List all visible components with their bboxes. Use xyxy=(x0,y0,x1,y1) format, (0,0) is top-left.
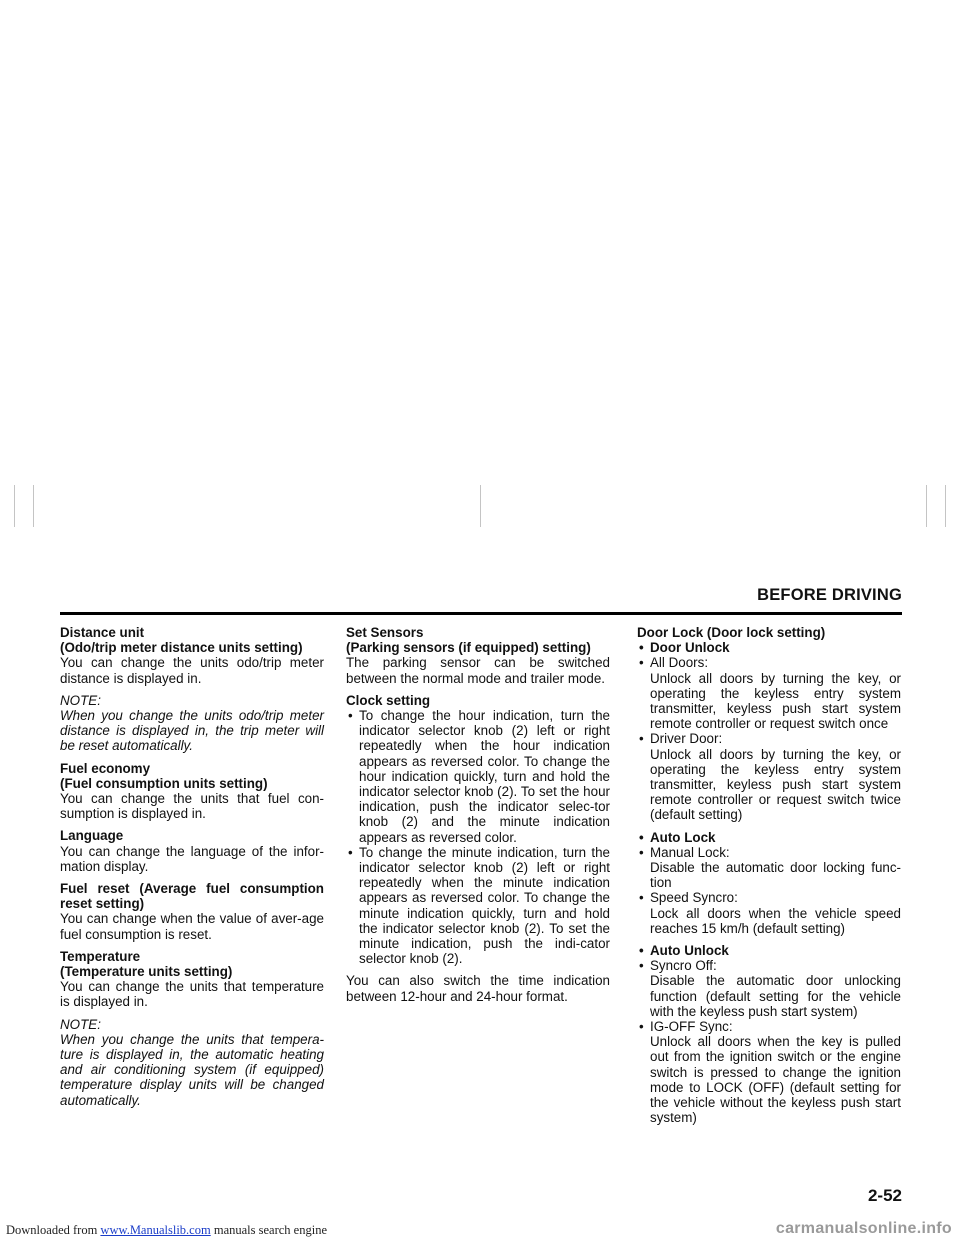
distance-text: You can change the units odo/trip meter distance is displayed in. xyxy=(60,655,324,686)
auto-unlock-heading: • Auto Unlock xyxy=(639,943,729,959)
crop-mark-right-a xyxy=(926,485,927,527)
sensors-text: The parking sensor can be switched between the normal mode and trailer mode. xyxy=(346,655,610,686)
sensors-heading: Set Sensors xyxy=(346,625,424,640)
footer-text: Downloaded from www.Manualslib.com manuals search engine xyxy=(6,1223,327,1237)
fuel-economy-text: You can change the units that fuel con-sumption is displayed in. xyxy=(60,791,324,822)
crop-mark-left-a xyxy=(14,485,15,527)
section-header xyxy=(60,586,902,615)
note-text: When you change the units that tempera-ture is displayed in, the automatic heating and air conditioning system (if equipped) temperature display units will be changed automatically. xyxy=(60,1031,324,1108)
fuel-reset-text: You can change when the value of aver-age fuel consumption is reset. xyxy=(60,911,324,942)
note-label: NOTE: xyxy=(60,692,101,708)
column-middle xyxy=(346,625,610,1004)
auto-lock-option-text: Disable the automatic door locking func-tion xyxy=(650,860,901,891)
note-label: NOTE: xyxy=(60,1016,101,1032)
auto-unlock-option-text: Unlock all doors when the key is pulled out from the ignition switch or the engine switch is pressed to change the ignition mode to LOCK (OFF) (default setting for the vehicle without the keyless push start system) xyxy=(650,1034,901,1126)
fuel-economy-heading: Fuel economy xyxy=(60,760,151,776)
bullet-icon: • xyxy=(639,1019,644,1035)
note-temperature xyxy=(60,1017,324,1108)
bullet-icon: • xyxy=(639,731,644,747)
auto-unlock-option-text: Disable the automatic door unlocking function (default setting for the vehicle with the keyless push start system) xyxy=(650,973,901,1019)
clock-format-text: You can also switch the time indication between 12-hour and 24-hour format. xyxy=(346,973,610,1004)
auto-unlock-option: • IG-OFF Sync: xyxy=(639,1019,733,1035)
fuel-economy-subheading: (Fuel consumption units setting) xyxy=(60,775,268,791)
auto-lock-heading: • Auto Lock xyxy=(639,829,716,845)
column-left xyxy=(60,625,324,1108)
temperature-subheading: (Temperature units setting) xyxy=(60,964,233,980)
manualslib-link[interactable]: www.Manualslib.com xyxy=(100,1223,211,1237)
auto-lock-option: • Manual Lock: xyxy=(639,844,730,860)
auto-lock-option-text: Lock all doors when the vehicle speed reaches 15 km/h (default setting) xyxy=(650,905,901,936)
distance-subheading: (Odo/trip meter distance units setting) xyxy=(60,640,303,656)
column-right xyxy=(637,625,901,1126)
bullet-icon: • xyxy=(639,958,644,974)
bullet-icon: • xyxy=(348,708,353,724)
clock-bullet-minute: • To change the minute indication, turn the indicator selector knob (2) left or right repeatedly when the minute indication appears as reversed color. To change the minute indication quickly, turn and hold the indicator selector knob (2). To set the minute indication, push the indi-cator selector knob (2). xyxy=(348,844,610,967)
door-unlock-option: • Driver Door: xyxy=(639,731,723,747)
clock-bullet-hour: • To change the hour indication, turn the indicator selector knob (2) left or right repeatedly when the hour indication appears as reversed color. To change the hour indication quickly, turn and hold the indicator selector knob (2). To set the hour indication, push the indicator selec-tor knob (2) and the minute indication appears as reversed color. xyxy=(348,708,610,845)
crop-mark-center xyxy=(480,485,481,527)
bullet-icon: • xyxy=(639,655,644,671)
sensors-subheading: (Parking sensors (if equipped) setting) xyxy=(346,640,591,656)
watermark: carmanualsonline.info xyxy=(775,1220,952,1237)
door-unlock-option-text: Unlock all doors by turning the key, or operating the keyless entry system transmitter, keyless push start system remote controller or request switch once xyxy=(650,670,901,732)
door-lock-heading: Door Lock (Door lock setting) xyxy=(637,625,826,640)
download-footer xyxy=(0,1222,960,1242)
bullet-icon: • xyxy=(639,890,644,906)
auto-unlock-option: • Syncro Off: xyxy=(639,958,717,974)
language-text: You can change the language of the infor-mation display. xyxy=(60,843,324,874)
section-title: BEFORE DRIVING xyxy=(757,586,902,604)
crop-mark-left-b xyxy=(33,485,34,527)
bullet-icon: • xyxy=(639,844,644,860)
temperature-heading: Temperature xyxy=(60,948,141,964)
note-distance xyxy=(60,693,324,754)
language-heading: Language xyxy=(60,828,124,844)
bullet-icon: • xyxy=(639,943,644,959)
temperature-text: You can change the units that temperature is displayed in. xyxy=(60,979,324,1010)
bullet-icon: • xyxy=(348,844,353,860)
crop-mark-right-b xyxy=(945,485,946,527)
clock-heading: Clock setting xyxy=(346,692,431,708)
auto-lock-option: • Speed Syncro: xyxy=(639,890,738,906)
note-text: When you change the units odo/trip meter distance is displayed in, the trip meter will be reset automatically. xyxy=(60,708,324,754)
distance-heading: Distance unit xyxy=(60,625,145,640)
bullet-icon: • xyxy=(639,640,644,656)
fuel-reset-heading: Fuel reset (Average fuel consumption reset setting) xyxy=(60,881,324,912)
page-number: 2-52 xyxy=(867,1186,902,1205)
door-unlock-option: • All Doors: xyxy=(639,655,709,671)
door-unlock-option-text: Unlock all doors by turning the key, or operating the keyless entry system transmitter, keyless push start system remote controller or request switch twice (default setting) xyxy=(650,746,901,823)
door-unlock-heading: • Door Unlock xyxy=(639,640,730,656)
bullet-icon: • xyxy=(639,829,644,845)
